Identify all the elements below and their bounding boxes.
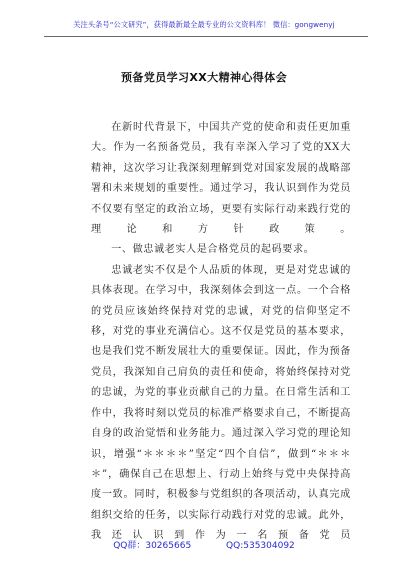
- section-heading: 一、做忠诚老实人是合格党员的起码要求。: [111, 244, 315, 256]
- header-note: 关注头条号“公文研究”，获得最新最全最专业的公文资料库！ 微信：gongwenyj: [73, 20, 335, 29]
- footer-qq-group: QQ群：30265665: [113, 541, 192, 551]
- header-divider: [44, 36, 368, 37]
- document-title: 预备党员学习XX大精神心得体会: [121, 71, 287, 84]
- footer-qq: QQ:535304092: [226, 541, 295, 551]
- body-paragraph-loyalty: 忠诚老实不仅是个人品质的体现，更是对党忠诚的具体表现。在学习中，我深刻体会到这一点。一个合格的党员应该始终保持对党的忠诚，对党的信仰坚定不移，对党的事业充满信心。这不仅是党员的基本要求，也是我们党不断发展壮大的重要保证。因此，作为预备党员，我深知自己肩负的责任和使命，将始终保持对党的忠诚，为党的事业贡献自己的力量。在日常生活和工作中，我将时刻以党员的标准严格要求自己，不断提高自身的政治觉悟和业务能力。通过深入学习党的理论知识，增强“＊＊＊＊”坚定“四个自信”，做到“＊＊＊＊”，确保自己在思想上、行动上始终与党中央保持高度一致。同时，积极参与党组织的各项活动，认真完成组织交给的任务，以实际行动践行对党的忠诚。此外，我还认识到作为一名预备党员: [91, 264, 351, 542]
- document-body: [91, 118, 351, 547]
- body-paragraph-intro: 在新时代背景下，中国共产党的使命和责任更加重大。作为一名预备党员，我有幸深入学习了党的XX大精神，这次学习让我深刻理解到党对国家发展的战略部署和未来规划的重要性。通过学习，我认识到作为党员不仅要有坚定的政治立场，更要有实际行动来践行党的理论和方针政策。: [91, 122, 351, 236]
- footer-contact: [0, 538, 408, 551]
